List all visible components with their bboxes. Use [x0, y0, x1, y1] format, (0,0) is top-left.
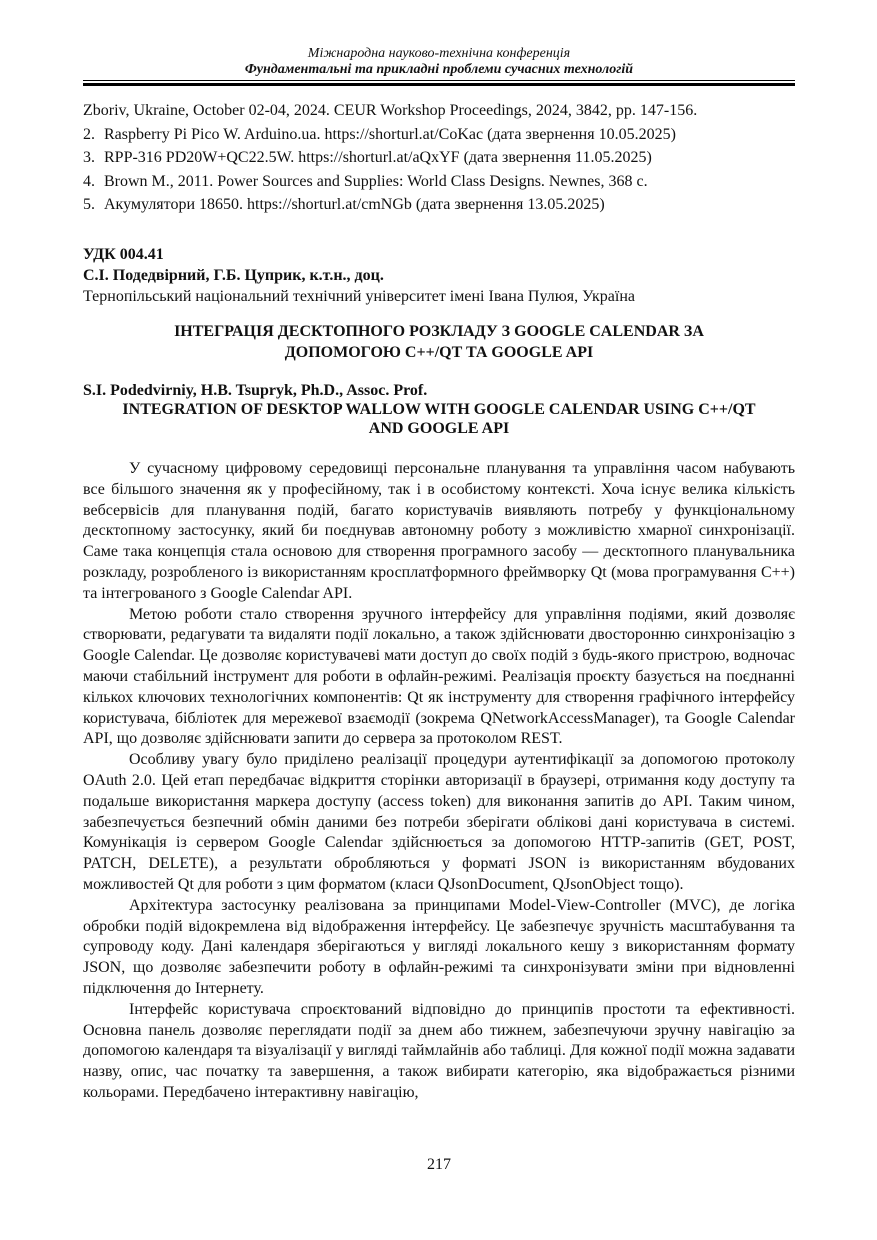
reference-item — [83, 146, 795, 170]
body-paragraph: Особливу увагу було приділено реалізації процедури аутентифікації за допомогою протоколу OAuth 2.0. Цей етап передбачає відкриття сторінки авторизації в браузері, отримання коду доступу та подальше використання маркера доступу (access token) для виконання запитів до API. Таким чином, забезпечується безпечний обмін даними без потреби зберігати облікові дані користувача в системі. Комунікація із сервером Google Calendar здійснюється за допомогою HTTP-запитів (GET, POST, PATCH, DELETE), а результати обробляються у форматі JSON із використанням вбудованих можливостей Qt для роботи з цим форматом (класи QJsonDocument, QJsonObject тощо). — [83, 751, 795, 893]
reference-item — [83, 170, 795, 194]
reference-text: Zboriv, Ukraine, October 02-04, 2024. CEUR Workshop Proceedings, 2024, 3842, pp. 147-156. — [83, 102, 698, 119]
title-en-line: AND GOOGLE API — [368, 420, 510, 437]
reference-item — [83, 123, 795, 147]
reference-number: 5. — [83, 196, 95, 213]
page-number: 217 — [427, 1156, 451, 1173]
affiliation: Тернопільський національний технічний університет імені Івана Пулюя, Україна — [83, 288, 635, 305]
reference-text: RPP-316 PD20W+QC22.5W. https://shorturl.at/aQxYF (дата звернення 11.05.2025) — [104, 149, 652, 166]
reference-item — [83, 193, 795, 217]
article-title-en — [83, 400, 795, 438]
conference-name: Міжнародна науково-технічна конференція — [307, 46, 571, 61]
reference-item — [83, 99, 795, 123]
title-ua-line: ІНТЕГРАЦІЯ ДЕСКТОПНОГО РОЗКЛАДУ З GOOGLE CALENDAR ЗА — [174, 323, 704, 340]
authors-en: S.I. Podedvirniy, H.B. Tsupryk, Ph.D., Assoc. Prof. — [83, 382, 428, 399]
body-paragraph: У сучасному цифровому середовищі персональне планування та управління часом набувають все більшого значення як у професійному, так і в особистому контексті. Хоча існує велика кількість вебсервісів для планування подій, багато користувачів виявляють потребу у функціональному десктопному застосунку, який би поєднував автономну роботу з можливістю хмарної синхронізації. Саме така концепція стала основою для створення програмного засобу — десктопного планувальника розкладу, розробленого із використанням кросплатформного фреймворку Qt (мова програмування C++) та інтегрованого з Google Calendar API. — [83, 460, 795, 602]
body-paragraph: Інтерфейс користувача спроєктований відповідно до принципів простоти та ефективності. Основна панель дозволяє переглядати події за днем або тижнем, забезпечуючи зручну навігацію за допомогою календаря та візуалізації у вигляді таймлайнів або таблиці. Для кожної події можна задавати назву, опис, час початку та завершення, а також вибирати категорію, яка відображається різними кольорами. Передбачено інтерактивну навігацію, — [83, 1000, 795, 1101]
udc-code: УДК 004.41 — [83, 246, 164, 263]
reference-text: Raspberry Pi Pico W. Arduino.ua. https://shorturl.at/CoKac (дата звернення 10.05.2025) — [104, 125, 676, 143]
title-en-line: INTEGRATION OF DESKTOP WALLOW WITH GOOGLE CALENDAR USING C++/QT — [122, 401, 756, 418]
body-paragraph: Метою роботи стало створення зручного інтерфейсу для управління подіями, який дозволяє створювати, редагувати та видаляти події локально, а також здійснювати двосторонню синхронізацію з Google Calendar. Це дозволяє користувачеві мати доступ до своїх подій з будь-якого пристрою, водночас маючи стабільний інструмент для роботи в офлайн-режимі. Реалізація проєкту базується на поєднанні кількох ключових технологічних компонентів: Qt як інструменту для створення графічного інтерфейсу користувача, бібліотек для мережевої взаємодії (зокрема QNetworkAccessManager), та Google Calendar API, що дозволяє здійснювати запити до сервера за протоколом REST. — [83, 605, 795, 748]
reference-number: 3. — [83, 149, 95, 166]
reference-number: 2. — [83, 125, 95, 143]
title-ua-line: ДОПОМОГОЮ C++/QT ТА GOOGLE API — [284, 344, 594, 361]
reference-number: 4. — [83, 172, 95, 190]
authors-ua: С.І. Подедвірний, Г.Б. Цуприк, к.т.н., доц. — [83, 267, 384, 284]
article-title-ua — [83, 321, 795, 363]
header-rule-thick — [83, 83, 795, 86]
body-paragraph: Архітектура застосунку реалізована за принципами Model-View-Controller (MVC), де логіка обробки подій відокремлена від відображення інтерфейсу. Це забезпечує зручність масштабування та супроводу коду. Дані календаря зберігаються у вигляді локального кешу з використанням формату JSON, що дозволяє забезпечити роботу в офлайн-режимі та синхронізувати зміни при відновленні підключення до Інтернету. — [83, 896, 795, 997]
article-body — [83, 459, 795, 1104]
article-meta — [83, 244, 795, 307]
reference-text: Акумулятори 18650. https://shorturl.at/cmNGb (дата звернення 13.05.2025) — [104, 196, 605, 213]
paper-page — [83, 0, 795, 1240]
conference-title: Фундаментальні та прикладні проблеми сучасних технологій — [244, 62, 634, 77]
header-rule-thin — [83, 80, 795, 81]
running-header — [83, 46, 795, 78]
reference-list — [83, 99, 795, 217]
reference-text: Brown M., 2011. Power Sources and Supplies: World Class Designs. Newnes, 368 с. — [104, 172, 648, 190]
